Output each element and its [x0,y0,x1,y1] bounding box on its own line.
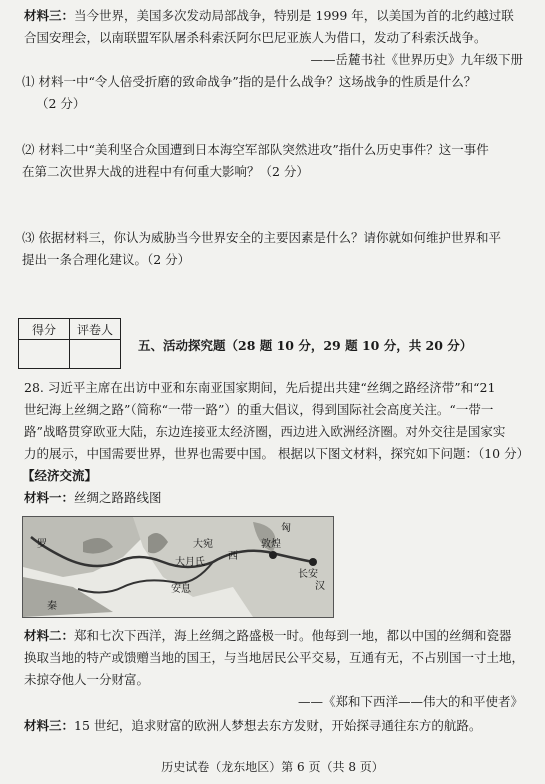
changan-marker [309,558,317,566]
silk-road-map-svg [23,517,333,617]
silk-road-map [22,516,334,618]
question-28-line2: 世纪海上丝绸之路”（简称“一带一路”）的重大倡议，得到国际社会高度关注。“一带一 [24,402,494,417]
map-label-dayue: 大月氏 [175,557,205,568]
material3-line2: 合国安理会，以南联盟军队屠杀科索沃阿尔巴尼亚族人为借口，发动了科索沃战争。 [24,30,487,45]
material3b-label: 材料三： [24,718,75,733]
score-cell[interactable] [19,340,70,369]
material3-line1: 材料三：当今世界，美国多次发动局部战争，特别是 1999 年，以美国为首的北约越过联 [24,8,514,23]
section-5-title: 五、活动探究题（28 题 10 分，29 题 10 分，共 20 分） [138,338,473,353]
material2-source: ——《郑和下西洋——伟大的和平使者》 [297,694,523,709]
question-28-line1: 28. 习近平主席在出访中亚和东南亚国家期间，先后提出共建“丝绸之路经济带”和“21 [24,380,496,395]
score-table [18,318,121,369]
map-label-qin: 秦 [47,601,57,612]
page-footer: 历史试卷（龙东地区）第 6 页（共 8 页） [161,760,384,774]
question-2-line2: 在第二次世界大战的进程中有何重大影响？（2 分） [22,164,309,179]
question-3-line1: ⑶ 依据材料三，你认为威胁当今世界安全的主要因素是什么？请你就如何维护世界和平 [22,230,501,245]
map-label-dunhuang: 敦煌 [261,539,281,550]
map-label-anxi: 安息 [171,584,191,595]
score-header: 得分 [19,319,70,340]
question-28-line3: 路”战略贯穿欧亚大陆，东边连接亚太经济圈，西边进入欧洲经济圈。对外交往是国家实 [24,424,506,439]
grader-header: 评卷人 [70,319,121,340]
grader-cell[interactable] [70,340,121,369]
question-3-line2: 提出一条合理化建议。（2 分） [22,252,191,267]
map-label-han: 汉 [315,581,325,592]
material3b-line1: 材料三：15 世纪，追求财富的欧洲人梦想去东方发财，开始探寻通往东方的航路。 [24,718,482,733]
material2-label: 材料二： [24,628,75,643]
map-label-xi: 西 [228,551,238,562]
question-28-line4: 力的展示，中国需要世界，世界也需要中国。 根据以下图文材料，探究如下问题：（10 分） [24,446,530,461]
question-1-line1: ⑴ 材料一中“令人倍受折磨的致命战争”指的是什么战争？这场战争的性质是什么？ [22,74,477,89]
question-2-line1: ⑵ 材料二中“美利坚合众国遭到日本海空军部队突然进攻”指什么历史事件？这一事件 [22,142,489,157]
map-label-qiu: 罗 [37,539,47,550]
map-label-wei: 匈 [281,523,291,534]
material1-caption: 丝绸之路路线图 [74,490,162,505]
material2-line3: 未掠夺他人一分财富。 [24,672,150,687]
econ-heading: 【经济交流】 [22,468,98,483]
material3-label: 材料三： [24,8,75,23]
material1-line [24,490,162,506]
dunhuang-marker [269,551,277,559]
map-label-dayuan: 大宛 [193,539,213,550]
question-1-line2: （2 分） [36,96,86,111]
map-label-changan: 长安 [298,569,318,580]
material1-label: 材料一： [24,490,75,505]
material3-source: ——岳麓书社《世界历史》九年级下册 [310,52,523,67]
material2-line2: 换取当地的特产或馈赠当地的国王，与当地居民公平交易，互通有无，不占别国一寸土地， [24,650,525,665]
material2-line1: 材料二：郑和七次下西洋，海上丝绸之路盛极一时。他每到一地，都以中国的丝绸和瓷器 [24,628,512,643]
